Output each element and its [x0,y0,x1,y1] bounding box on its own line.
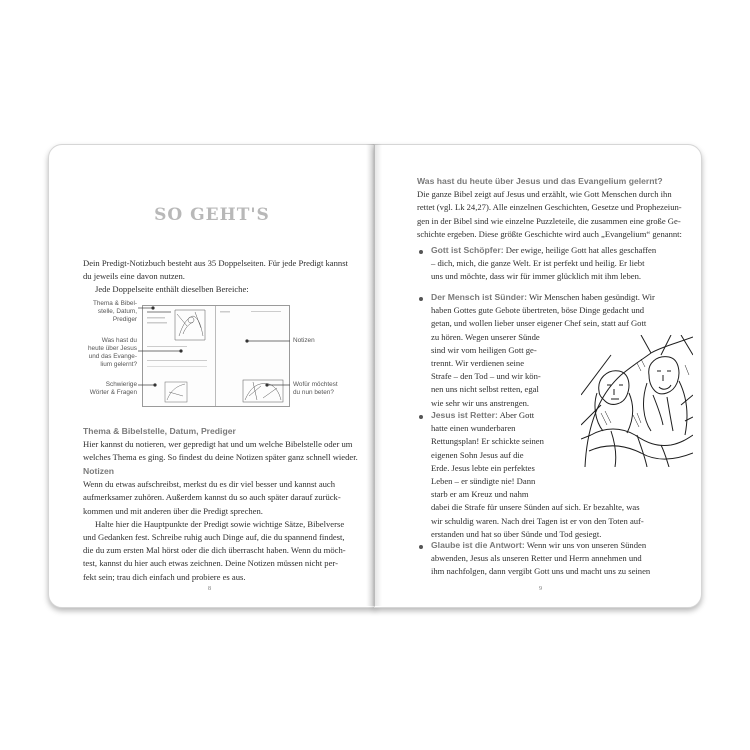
bullet-line: Strafe – den Tod – und wir kön- [431,371,541,382]
bullet-dot [419,250,423,254]
section-notizen [83,465,359,584]
bullet-line: zu hören. Wegen unserer Sünde [431,331,540,342]
bullet-line: sind wir vom heiligen Gott ge- [431,344,537,355]
bullet-line: erstanden und hat so über Sünde und Tod gesiegt. [431,528,602,539]
label-wofuer [293,381,357,397]
bullet-line: Leben – er sündigte nie! Dann [431,476,536,487]
label-thema [83,300,137,324]
page-number: 8 [208,586,211,592]
bullet-line: trennt. Wir verdienen seine [431,358,525,369]
left-page [48,144,376,608]
intro-line: rettet (vgl. Lk 24,27). Alle einzelnen Geschichten, Gesetze und Prophezeiun- [417,202,682,213]
bullet-line: Wenn wir uns von unseren Sünden [526,540,647,550]
intro-text [83,257,353,297]
bullet-glaube [431,539,693,579]
label-line: Notizen [293,337,315,344]
section-line: Wenn du etwas aufschreibst, merkst du es dir viel besser und kannst auch [83,479,336,490]
bullet-line: abwenden, Jesus als unseren Retter und Herrn annehmen und [431,553,642,564]
spread-diagram [142,305,290,407]
section-line: test, kannst du hier auch etwas zeichnen. Deine Notizen müssen nicht per- [83,558,338,569]
book-gutter [366,144,382,606]
section-line: kommen und mit anderen über die Predigt sprechen. [83,505,263,516]
bullet-line: – dich, mich, die ganze Welt. Er ist perfekt und heilig. Er liebt [431,258,645,269]
label-line: Wörter & Fragen [89,389,137,396]
bullet-line: uns und möchte, dass wir für immer glücklich mit ihm leben. [431,271,642,282]
bullet-line: Erde. Jesus lebte ein perfektes [431,462,535,473]
bullet-dot [419,545,423,549]
diagram-illustration [143,306,289,406]
section-line: die du zum ersten Mal hörst oder die dich überrascht haben. Wenn du möch- [83,545,346,556]
bullet-dot [419,297,423,301]
section-line: und Gedanken fest. Schreibe ruhig auch Dinge auf, die du spannend findest, [83,532,345,543]
bullet-line: dabei die Strafe für unsere Sünden auf sich. Er bezahlte, was [431,502,640,513]
intro-line: Die ganze Bibel zeigt auf Jesus und erzählt, wie Gott Menschen durch ihn [417,189,672,200]
label-notizen [293,337,353,345]
bullet-line: Aber Gott [499,410,535,420]
label-line: lium gelernt? [100,361,137,368]
label-schwierige [73,381,137,397]
bullet-heading: Gott ist Schöpfer: [431,245,504,255]
right-intro [417,175,689,241]
label-line: Schwierige [105,381,137,388]
section-line: welches Thema es ging. So findest du deine Notizen später ganz schnell wieder. [83,452,358,463]
section-heading: Thema & Bibelstelle, Datum, Prediger [83,426,236,436]
bullet-heading: Der Mensch ist Sünder: [431,292,527,302]
section-line: aufmerksamer zuhören. Außerdem kannst du so auch später darauf zurück- [83,492,341,503]
label-line: heute über Jesus [87,345,137,352]
intro-line: gen in der Bibel sind wie einzelne Puzzleteile, die zusammen eine große Ge- [417,215,681,226]
bullet-line: wie sehr wir uns anstrengen. [431,397,530,408]
label-line: und das Evange- [88,353,137,360]
bullet-heading: Glaube ist die Antwort: [431,540,525,550]
bullet-line: starb er am Kreuz und nahm [431,489,529,500]
intro-line: du jeweils eine davon nutzen. [83,271,185,282]
section-heading: Notizen [83,466,115,476]
intro-line: Jede Doppelseite enthält dieselben Bereiche: [95,284,249,295]
section-thema [83,425,359,465]
right-page [374,144,702,608]
label-line: Was hast du [101,337,137,344]
bullet-line: wir schuldig waren. Nach drei Tagen ist er von den Toten auf- [431,515,644,526]
section-line: Hier kannst du notieren, wer gepredigt hat und um welche Bibelstelle oder um [83,439,353,450]
label-line: Prediger [112,316,137,323]
bullet-line: hatte einen wunderbaren [431,423,516,434]
bullet-line: Rettungsplan! Er schickte seinen [431,436,544,447]
bullet-line: Der ewige, heilige Gott hat alles geschaffen [505,245,657,255]
bullet-line: Wir Menschen haben gesündigt. Wir [528,292,655,302]
bullet-line: nen uns nicht selbst retten, egal [431,384,539,395]
label-line: stelle, Datum, [97,308,137,315]
bullet-retter [431,409,693,541]
book-spread [48,144,702,608]
page-number: 9 [539,586,542,592]
intro-line: Dein Predigt-Notizbuch besteht aus 35 Doppelseiten. Für jede Predigt kannst [83,258,348,268]
bullet-line: haben Gottes gute Gebote übertreten, böse Dinge gedacht und [431,305,645,316]
label-line: Wofür möchtest [293,381,338,388]
bullet-line: getan, und wollen lieber unser eigener Chef sein, statt auf Gott [431,318,647,329]
label-line: Thema & Bibel- [92,300,137,307]
bullet-heading: Jesus ist Retter: [431,410,498,420]
bullet-dot [419,415,423,419]
right-heading: Was hast du heute über Jesus und das Evangelium gelernt? [417,176,663,186]
section-line: Halte hier die Hauptpunkte der Predigt sowie wichtige Sätze, Bibelverse [95,518,345,529]
section-line: fekt sein; trau dich einfach und probiere es aus. [83,571,246,582]
label-was-gelernt [73,337,137,369]
label-line: du nun beten? [293,389,334,396]
page-title: SO GEHT'S [154,205,270,225]
bullet-line: ihm nachfolgen, dann vergibt Gott uns und macht uns zu seinen [431,566,651,577]
bullet-line: eigenen Sohn Jesus auf die [431,449,524,460]
intro-line: schichte ergeben. Diese größte Geschichte wird auch „Evangelium“ genannt: [417,228,682,239]
bullet-schoepfer [431,244,693,284]
